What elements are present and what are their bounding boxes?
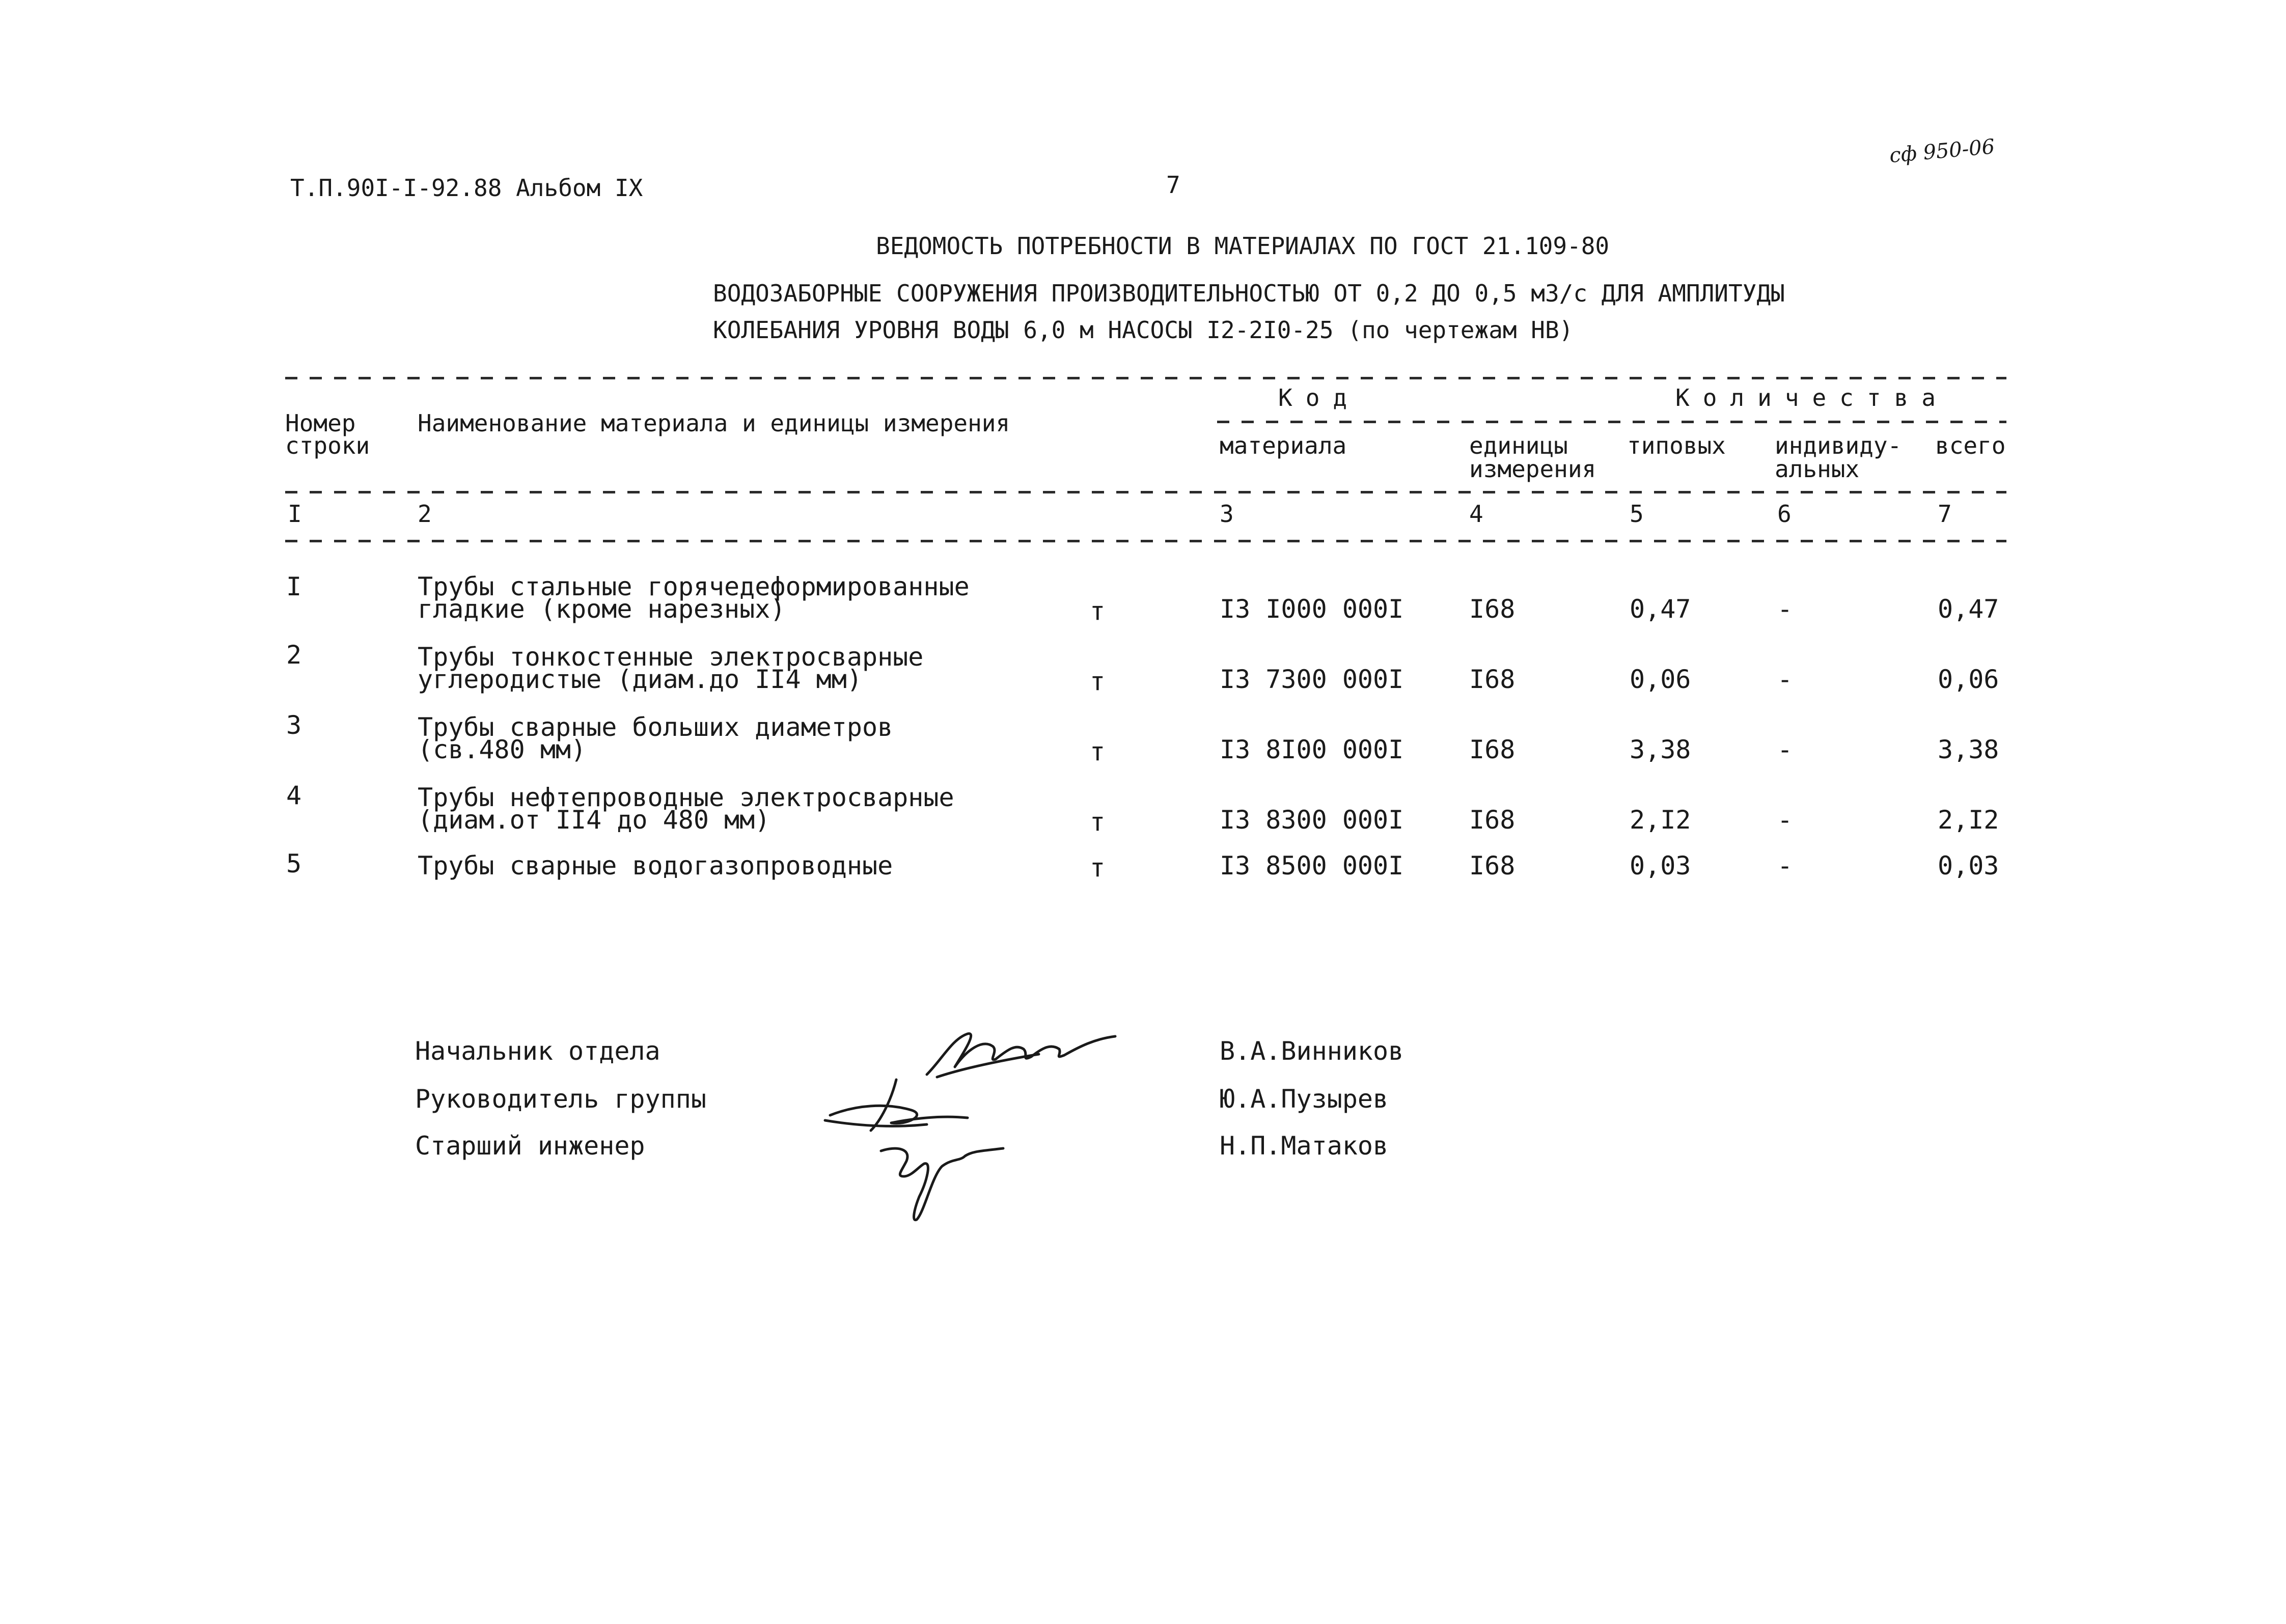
quantity-typical: 0,03: [1630, 851, 1691, 880]
header-bottom-rule: [285, 491, 2006, 493]
column-number: 5: [1630, 500, 1644, 528]
quantity-total: 3,38: [1938, 735, 1999, 764]
material-name-line2: гладкие (кроме нарезных): [418, 594, 786, 624]
document-designation: Т.П.90I-I-92.88 Альбом IX: [290, 174, 643, 202]
quantity-total: 0,03: [1938, 851, 1999, 880]
material-name-line2: (диам.от II4 до 480 мм): [418, 805, 770, 835]
signatory-role: Старший инженер: [415, 1131, 645, 1161]
quantity-typical: 3,38: [1630, 735, 1691, 764]
header-unit-code-line1: единицы: [1469, 432, 1568, 459]
header-code-group: Код: [1278, 384, 1361, 411]
quantity-individual: -: [1777, 594, 1793, 624]
document-title: ВЕДОМОСТЬ ПОТРЕБНОСТИ В МАТЕРИАЛАХ ПО ГОСТ 21.109-80: [876, 232, 1610, 260]
material-name-line1: Трубы тонкостенные электросварные: [418, 642, 924, 672]
quantity-typical: 2,I2: [1630, 805, 1691, 835]
row-number: 5: [286, 849, 302, 878]
header-row-number-line1: Номер: [285, 409, 356, 437]
document-subtitle-line2: КОЛЕБАНИЯ УРОВНЯ ВОДЫ 6,0 м НАСОСЫ I2-2I0-25 (по чертежам НВ): [713, 316, 1574, 344]
unit-code: I68: [1469, 805, 1516, 835]
unit-of-measure: т: [1090, 807, 1106, 837]
material-name-line2: (св.480 мм): [418, 735, 587, 764]
column-number: 3: [1220, 500, 1234, 528]
quantity-individual: -: [1777, 665, 1793, 694]
material-name-line2: углеродистые (диам.до II4 мм): [418, 665, 862, 694]
unit-code: I68: [1469, 851, 1516, 880]
header-material-name: Наименование материала и единицы измерения: [418, 409, 1010, 437]
column-number: 2: [418, 500, 432, 528]
material-name-line1: Трубы стальные горячедеформированные: [418, 572, 970, 601]
material-code: I3 8500 000I: [1220, 851, 1404, 880]
table-top-rule: [285, 377, 2006, 379]
header-material-code: материала: [1220, 432, 1347, 459]
page-number: 7: [1166, 171, 1180, 199]
quantity-total: 0,47: [1938, 594, 1999, 624]
signatory-name: В.А.Винников: [1220, 1036, 1404, 1066]
column-number: 7: [1938, 500, 1952, 528]
row-number: I: [286, 572, 302, 601]
signatory-name: Н.П.Матаков: [1220, 1131, 1389, 1161]
unit-code: I68: [1469, 665, 1516, 694]
row-number: 2: [286, 640, 302, 670]
header-quantity-typical: типовых: [1627, 432, 1726, 459]
column-numbers-bottom-rule: [285, 540, 2006, 542]
document-subtitle-line1: ВОДОЗАБОРНЫЕ СООРУЖЕНИЯ ПРОИЗВОДИТЕЛЬНОСТЬЮ ОТ 0,2 ДО 0,5 м3/с ДЛЯ АМПЛИТУДЫ: [713, 280, 1785, 307]
header-row-number-line2: строки: [285, 432, 370, 459]
signatory-role: Начальник отдела: [415, 1036, 660, 1066]
header-quantity-individual-line2: альных: [1775, 455, 1860, 483]
unit-code: I68: [1469, 594, 1516, 624]
header-quantity-group: Количества: [1675, 384, 1949, 411]
material-code: I3 I000 000I: [1220, 594, 1404, 624]
material-code: I3 8300 000I: [1220, 805, 1404, 835]
quantity-typical: 0,47: [1630, 594, 1691, 624]
header-unit-code-line2: измерения: [1469, 455, 1596, 483]
unit-of-measure: т: [1090, 853, 1106, 883]
quantity-individual: -: [1777, 735, 1793, 764]
material-code: I3 8I00 000I: [1220, 735, 1404, 764]
handwritten-signature: [876, 1136, 1008, 1227]
archive-mark: сф 950-06: [1888, 135, 1996, 168]
handwritten-signature: [815, 1069, 998, 1141]
header-group-rule: [1217, 421, 2006, 423]
column-number: 6: [1777, 500, 1792, 528]
unit-of-measure: т: [1090, 667, 1106, 696]
column-number: 4: [1469, 500, 1483, 528]
unit-of-measure: т: [1090, 596, 1106, 626]
unit-of-measure: т: [1090, 737, 1106, 766]
material-name-line1: Трубы сварные водогазопроводные: [418, 851, 893, 880]
quantity-total: 0,06: [1938, 665, 1999, 694]
quantity-individual: -: [1777, 851, 1793, 880]
material-code: I3 7300 000I: [1220, 665, 1404, 694]
header-quantity-individual-line1: индивиду-: [1775, 432, 1902, 459]
header-quantity-total: всего: [1935, 432, 2006, 459]
material-name-line1: Трубы нефтепроводные электросварные: [418, 783, 954, 812]
quantity-total: 2,I2: [1938, 805, 1999, 835]
material-name-line1: Трубы сварные больших диаметров: [418, 712, 893, 742]
signatory-name: Ю.А.Пузырев: [1220, 1084, 1389, 1114]
column-number: I: [288, 500, 302, 528]
unit-code: I68: [1469, 735, 1516, 764]
row-number: 3: [286, 710, 302, 740]
signatory-role: Руководитель группы: [415, 1084, 706, 1114]
quantity-typical: 0,06: [1630, 665, 1691, 694]
quantity-individual: -: [1777, 805, 1793, 835]
row-number: 4: [286, 781, 302, 810]
